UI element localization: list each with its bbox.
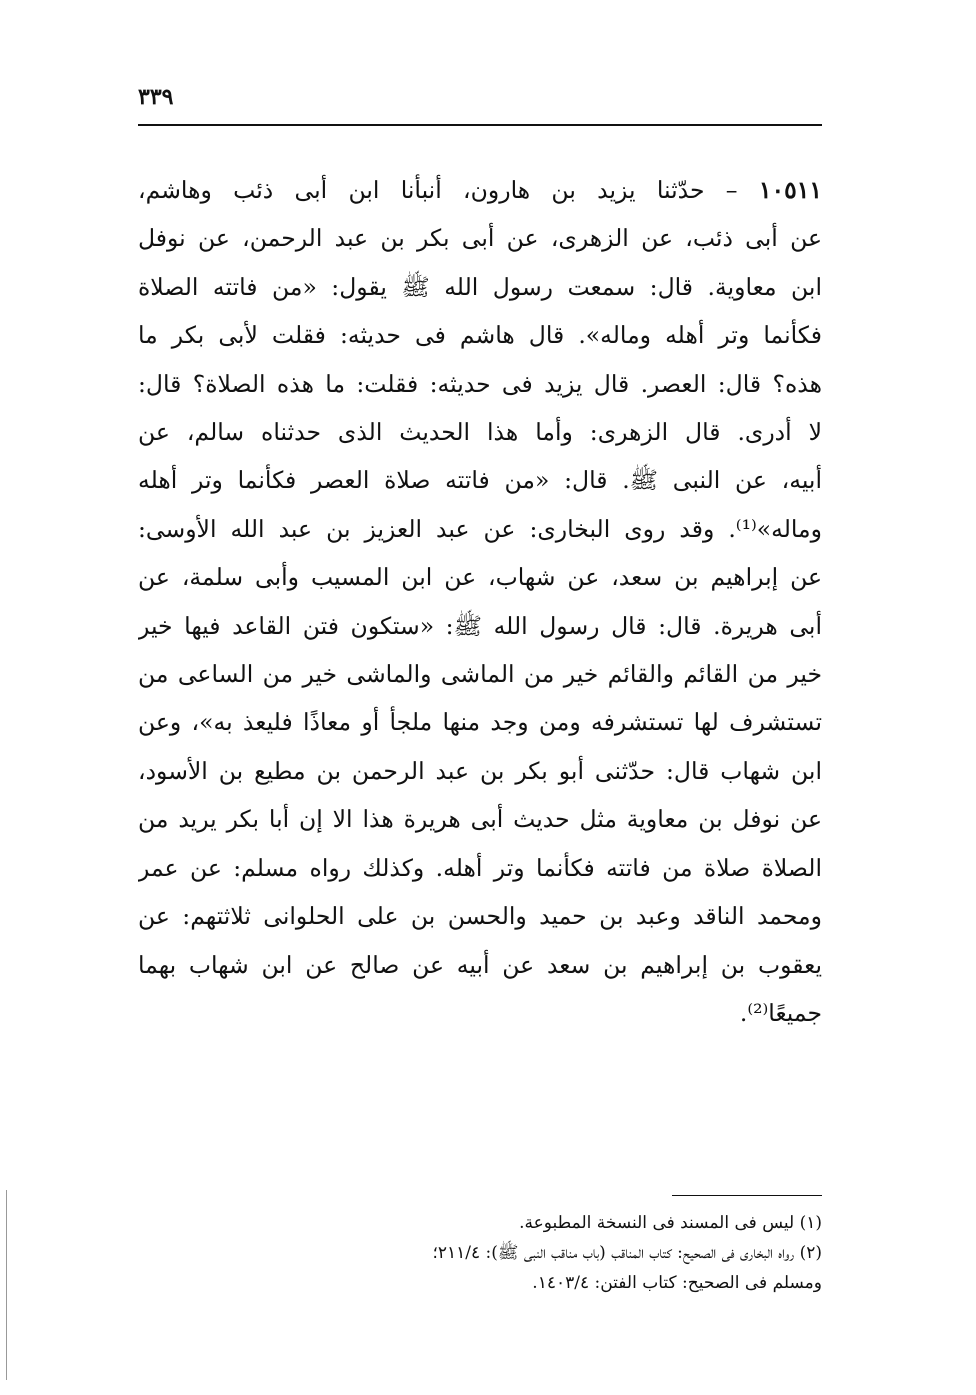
text-line: خير من القائم والقائم خير من الماشى والماشى خير من الساعى من (138, 660, 822, 689)
text-line: ابن شهاب قال: حدّثنى أبو بكر بن عبد الرحمن بن مطيع بن الأسود، (138, 756, 822, 785)
scan-margin-line (6, 1190, 7, 1380)
text-line: جميعًا⁽²⁾. (739, 998, 822, 1027)
hadith-number: ١٠٥١١ (758, 176, 822, 204)
text-line: وماله»⁽¹⁾. وقد روى البخارى: عن عبد العزيز بن عبد الله الأوسى: (138, 514, 822, 543)
text-line (138, 166, 822, 214)
text-line: الصلاة صلاة من فاتته فكأنما وتر أهله. وكذلك رواه مسلم: عن عمر (138, 853, 822, 882)
footnote-2-continued: ومسلم فى الصحيح: كتاب الفتن: ١٤٠٣/٤. (532, 1273, 822, 1293)
text-line: أبيه، عن النبى ﷺ. قال: «من فاتته صلاة العصر فكأنما وتر أهله (138, 466, 822, 495)
text-line: هذه؟ قال: العصر. قال يزيد فى حديثه: فقلت: ما هذه الصلاة؟ قال: (138, 369, 822, 398)
hadith-text (138, 166, 822, 1037)
text-line: أبى هريرة. قال: قال رسول الله ﷺ: «ستكون فتن القاعد فيها خير (138, 611, 822, 640)
text-line: فكأنما وتر أهله وماله». قال هاشم فى حديثه: فقلت لأبى بكر ما (138, 321, 822, 350)
footnote-2: (٢) رواه البخارى فى الصحيح: كتاب المناقب (باب مناقب النبى ﷺ): ٢١١/٤؛ (432, 1243, 822, 1263)
text-line: عن أبى ذئب، عن الزهرى، عن أبى بكر بن عبد الرحمن، عن نوفل (138, 224, 822, 253)
text-line: ابن معاوية. قال: سمعت رسول الله ﷺ يقول: «من فاتته الصلاة (138, 272, 822, 301)
text-line: لا أدرى. قال الزهرى: وأما هذا الحديث الذى حدثناه سالم، عن (138, 418, 822, 447)
text-line: ومحمد الناقد وعبد بن حميد والحسن بن على الحلوانى ثلاثتهم: عن (138, 902, 822, 931)
text-line: عن إبراهيم بن سعد، عن شهاب، عن ابن المسيب وأبى سلمة، عن (138, 563, 822, 592)
text-line: يعقوب بن إبراهيم بن سعد عن أبيه عن صالح عن ابن شهاب بهما (138, 950, 822, 979)
footnote-1: (١) ليس فى المسند فى النسخة المطبوعة. (519, 1213, 822, 1233)
footnote-rule (672, 1195, 822, 1196)
footnotes (138, 1208, 822, 1298)
text-line: عن نوفل بن معاوية مثل حديث أبى هريرة هذا الا إن أبا بكر يريد من (138, 805, 822, 834)
text-line: تستشرف لها تستشرفه ومن وجد منها ملجأ أو معاذًا فليعذ به»، وعن (138, 708, 822, 737)
header-rule (138, 124, 822, 126)
page-number: ٣٣٩ (138, 84, 174, 110)
text-line-content: – حدّثنا يزيد بن هارون، أنبأنا ابن أبى ذئب وهاشم، (138, 176, 738, 204)
